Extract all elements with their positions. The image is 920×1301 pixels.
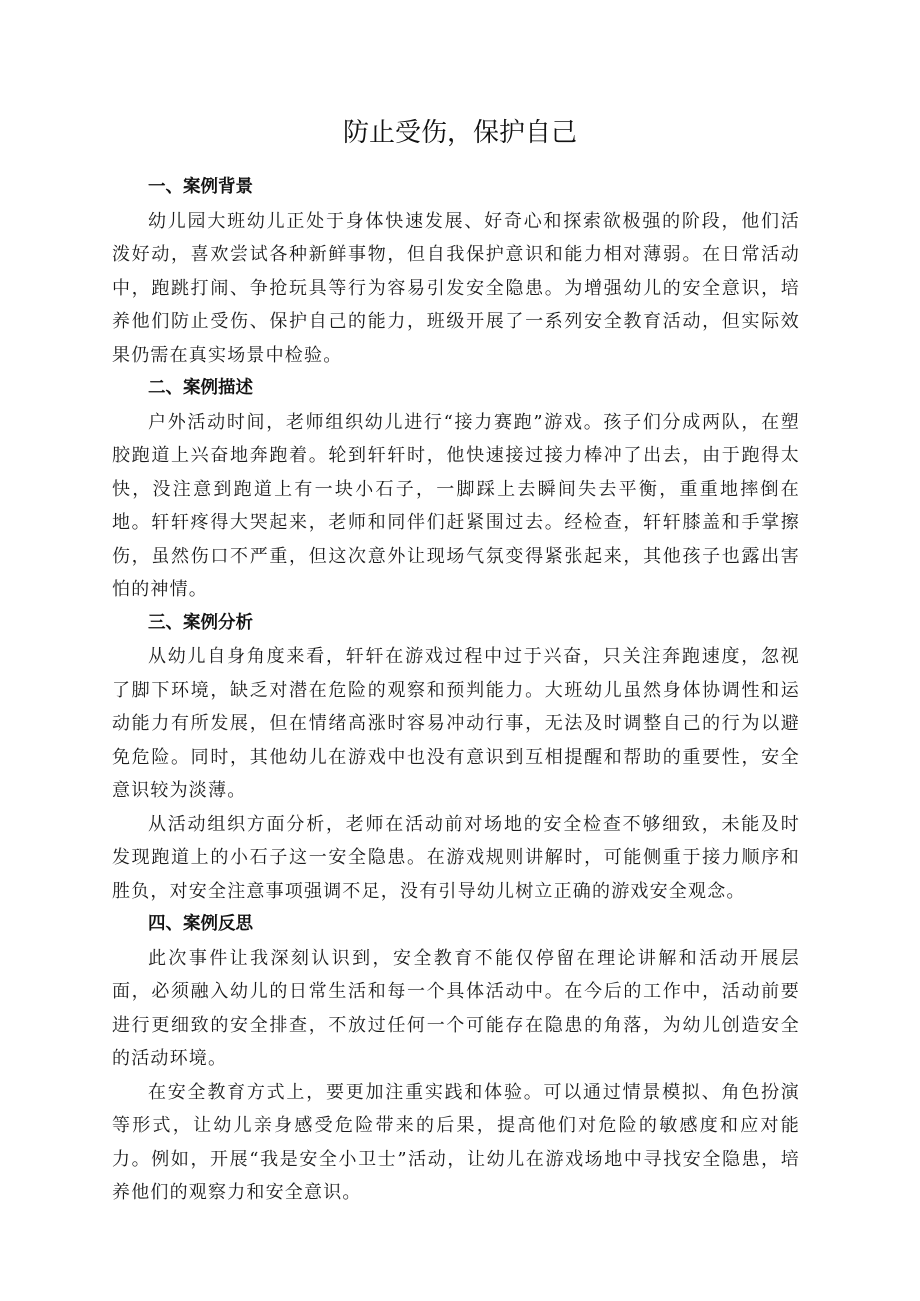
document-body xyxy=(112,171,800,1210)
section-heading: 三、案例分析 xyxy=(148,612,253,633)
section-background xyxy=(112,171,800,372)
section-reflection xyxy=(112,908,800,1210)
page-title: 防止受伤，保护自己 xyxy=(342,118,577,148)
section-analysis xyxy=(112,607,800,909)
section-heading: 二、案例描述 xyxy=(148,378,253,398)
paragraph: 从活动组织方面分析，老师在活动前对场地的安全检查不够细致，未能及时发现跑道上的小石子这一安全隐患。在游戏规则讲解时，可能侧重于接力顺序和胜负，对安全注意事项强调不足，没有引导幼儿树立正确的游戏安全观念。 xyxy=(112,813,800,902)
section-heading: 四、案例反思 xyxy=(148,914,253,934)
paragraph: 户外活动时间，老师组织幼儿进行“接力赛跑”游戏。孩子们分成两队，在塑胶跑道上兴奋地奔跑着。轮到轩轩时，他快速接过接力棒冲了出去，由于跑得太快，没注意到跑道上有一块小石子，一脚踩上去瞬间失去平衡，重重地摔倒在地。轩轩疼得大哭起来，老师和同伴们赶紧围过去。经检查，轩轩膝盖和手掌擦伤，虽然伤口不严重，但这次意外让现场气氛变得紧张起来，其他孩子也露出害怕的神情。 xyxy=(112,411,800,600)
section-heading: 一、案例背景 xyxy=(148,177,253,197)
paragraph: 此次事件让我深刻认识到，安全教育不能仅停留在理论讲解和活动开展层面，必须融入幼儿的日常生活和每一个具体活动中。在今后的工作中，活动前要进行更细致的安全排查，不放过任何一个可能存在隐患的角落，为幼儿创造安全的活动环境。 xyxy=(112,947,800,1069)
section-description xyxy=(112,372,800,607)
paragraph: 从幼儿自身角度来看，轩轩在游戏过程中过于兴奋，只关注奔跑速度，忽视了脚下环境，缺乏对潜在危险的观察和预判能力。大班幼儿虽然身体协调性和运动能力有所发展，但在情绪高涨时容易冲动行事，无法及时调整自己的行为以避免危险。同时，其他幼儿在游戏中也没有意识到互相提醒和帮助的重要性，安全意识较为淡薄。 xyxy=(112,646,800,801)
paragraph: 幼儿园大班幼儿正处于身体快速发展、好奇心和探索欲极强的阶段，他们活泼好动，喜欢尝试各种新鲜事物，但自我保护意识和能力相对薄弱。在日常活动中，跑跳打闹、争抢玩具等行为容易引发安全隐患。为增强幼儿的安全意识，培养他们防止受伤、保护自己的能力，班级开展了一系列安全教育活动，但实际效果仍需在真实场景中检验。 xyxy=(112,210,800,366)
paragraph: 在安全教育方式上，要更加注重实践和体验。可以通过情景模拟、角色扮演等形式，让幼儿亲身感受危险带来的后果，提高他们对危险的敏感度和应对能力。例如，开展“我是安全小卫士”活动，让幼儿在游戏场地中寻找安全隐患，培养他们的观察力和安全意识。 xyxy=(112,1081,800,1203)
